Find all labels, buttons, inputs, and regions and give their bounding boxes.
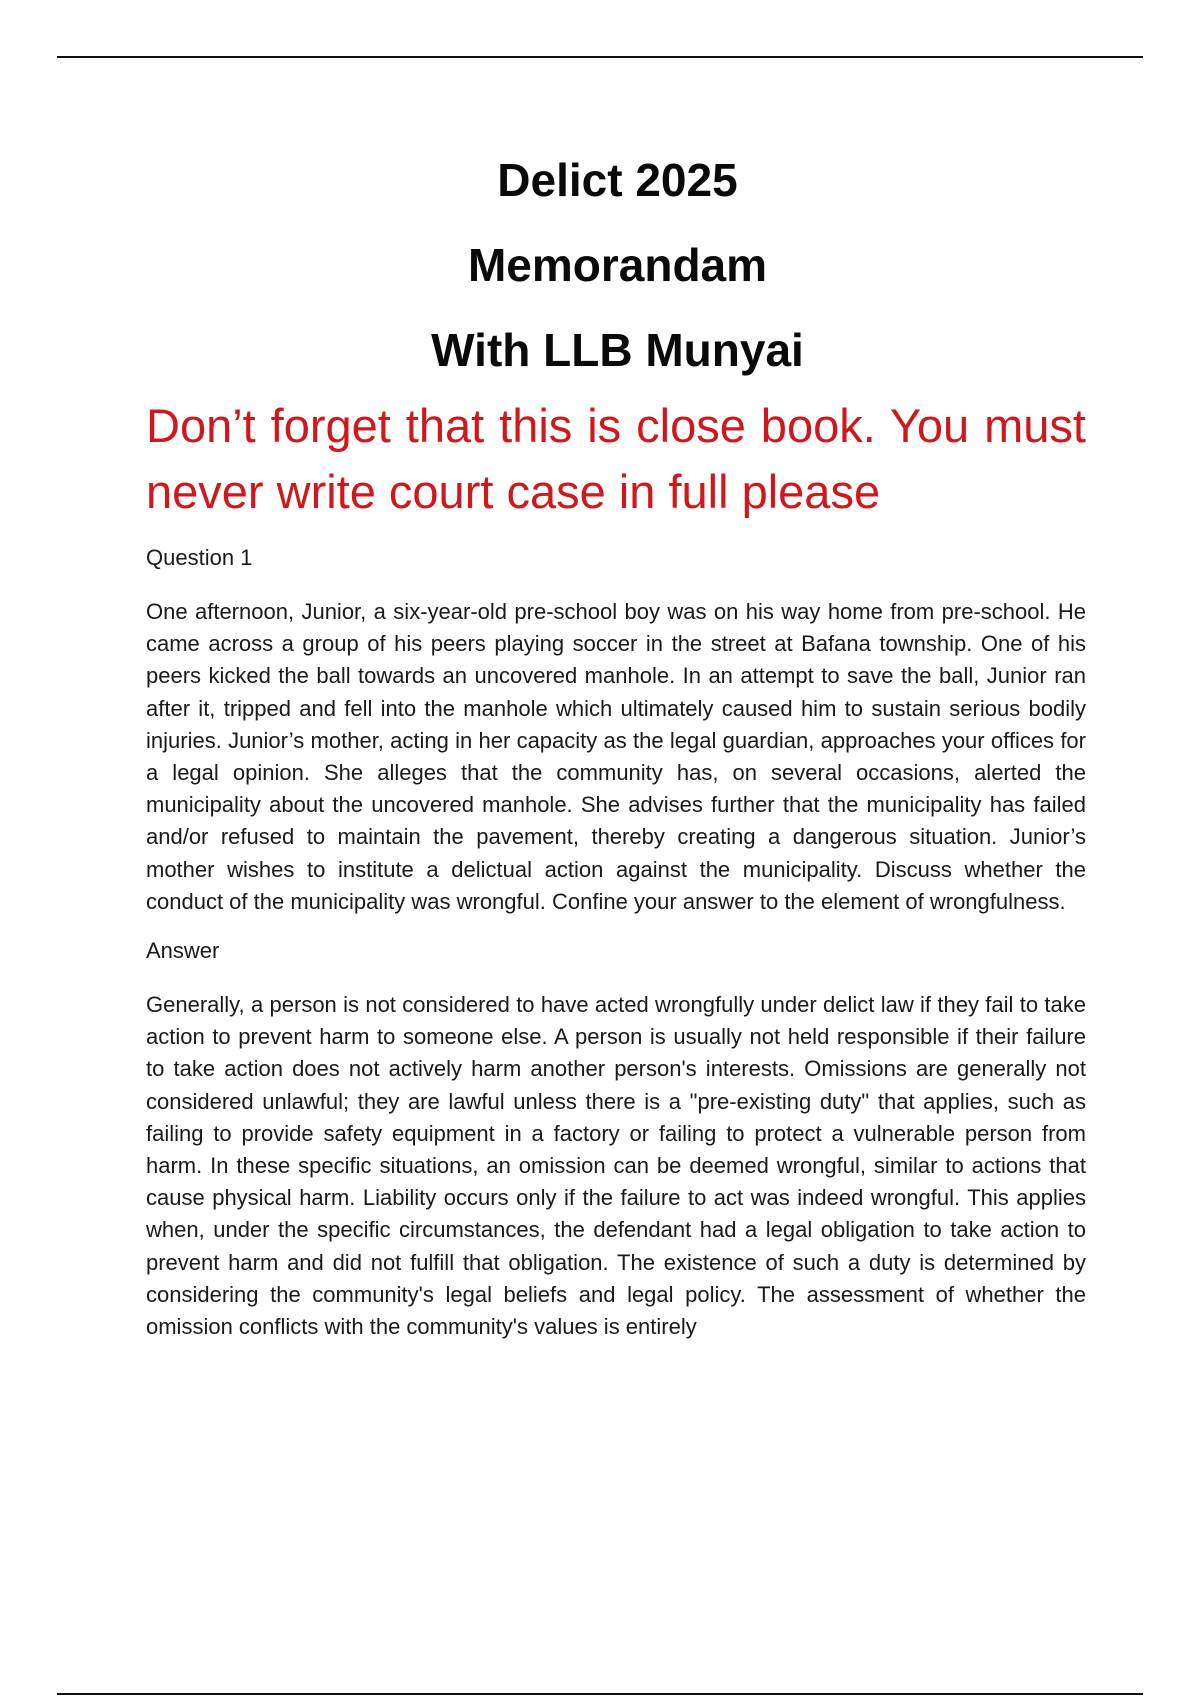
question-label: Question 1 — [146, 545, 253, 570]
answer-text: Generally, a person is not considered to have acted wrongfully under delict law if they fail to take action to prevent harm to someone else. A person is usually not held responsible if their failure to take action does not actively harm another person's interests. Omissions are generally not considered unlawful; they are lawful unless there is a "pre-existing duty" that applies, such as failing to provide safety equipment in a factory or failing to protect a vulnerable person from harm. In these specific situations, an omission can be deemed wrongful, similar to actions that cause physical harm. Liability occurs only if the failure to act was indeed wrongful. This applies when, under the specific circumstances, the defendant had a legal obligation to take action to prevent harm and did not fulfill that obligation. The existence of such a duty is determined by considering the community's legal beliefs and legal policy. The assessment of whether the omission conflicts with the community's values is entirely — [146, 992, 1086, 1340]
question-text: One afternoon, Junior, a six-year-old pre-school boy was on his way home from pre-school. He came across a group of his peers playing soccer in the street at Bafana township. One of his peers kicked the ball towards an uncovered manhole. In an attempt to save the ball, Junior ran after it, tripped and fell into the manhole which ultimately caused him to sustain serious bodily injuries. Junior’s mother, acting in her capacity as the legal guardian, approaches your offices for a legal opinion. She alleges that the community has, on several occasions, alerted the municipality about the uncovered manhole. She advises further that the municipality has failed and/or refused to maintain the pavement, thereby creating a dangerous situation. Junior’s mother wishes to institute a delictual action against the municipality. Discuss whether the conduct of the municipality was wrongful. Confine your answer to the element of wrongfulness. — [146, 599, 1086, 914]
document-title: Delict 2025 — [497, 154, 738, 206]
exam-notice: Don’t forget that this is close book. You must never write court case in full please — [146, 399, 1086, 518]
document-body — [146, 393, 1086, 1343]
bottom-rule — [57, 1693, 1143, 1695]
document-subtitle: Memorandam — [467, 239, 768, 291]
answer-label: Answer — [146, 938, 220, 964]
top-rule — [57, 56, 1143, 58]
document-author-line: With LLB Munyai — [431, 324, 804, 376]
title-block — [0, 138, 1200, 393]
